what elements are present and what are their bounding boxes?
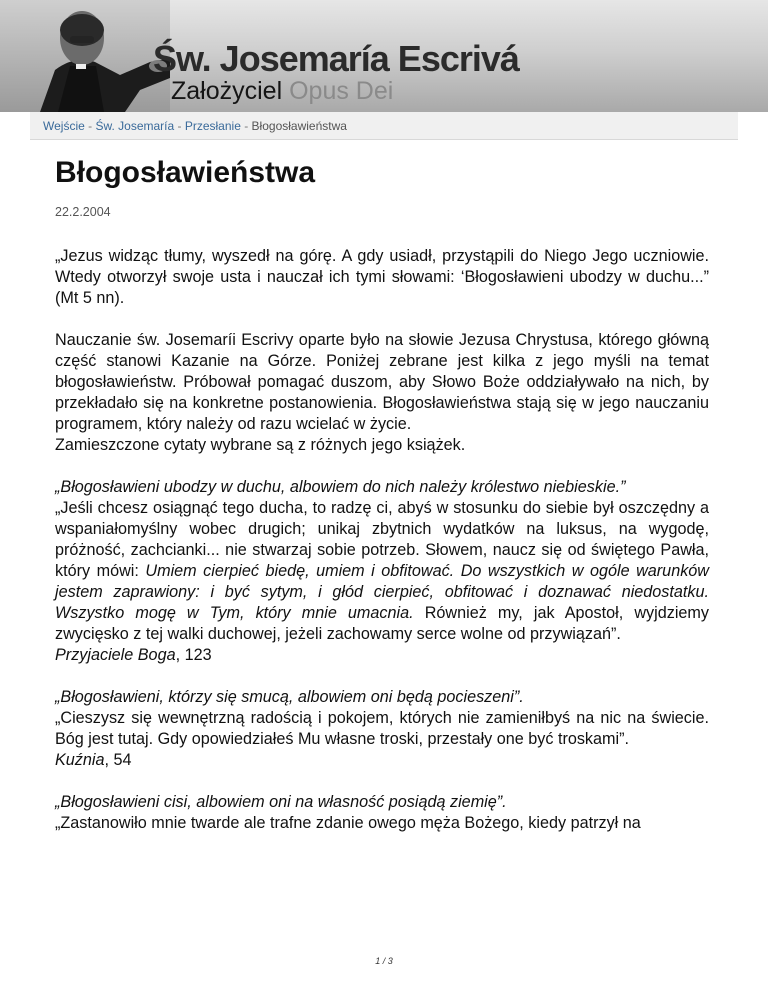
breadcrumb-link-message[interactable]: Przesłanie — [184, 119, 241, 133]
quote-2-source-num: , 54 — [104, 751, 132, 769]
publish-date: 22.2.2004 — [55, 205, 111, 219]
quote-3-text: „Zastanowiło mnie twarde ale trafne zdanie owego męża Bożego, kiedy patrzył na — [55, 814, 641, 832]
site-header — [0, 0, 768, 112]
breadcrumb-separator: - — [174, 119, 185, 133]
subtitle-founder: Założyciel — [171, 77, 283, 105]
teaching-paragraph — [55, 330, 709, 456]
quote-1-source-num: , 123 — [175, 646, 212, 664]
breadcrumb-separator: - — [240, 119, 252, 133]
page-number: 1 / 3 — [375, 956, 393, 966]
quote-block-3 — [55, 792, 709, 834]
breadcrumb-separator: - — [84, 119, 96, 133]
breadcrumb-current: Błogosławieństwa — [251, 119, 347, 133]
beatitude-3: „Błogosławieni cisi, albowiem oni na własność posiądą ziemię”. — [55, 793, 507, 811]
beatitude-1: „Błogosławieni ubodzy w duchu, albowiem do nich należy królestwo niebieskie.” — [55, 478, 626, 496]
article-body — [55, 246, 709, 855]
site-title: Św. Josemaría Escrivá — [153, 38, 519, 79]
breadcrumb-link-josemaria[interactable]: Św. Josemaría — [95, 119, 175, 133]
quote-block-2 — [55, 687, 709, 771]
site-subtitle — [171, 77, 393, 106]
beatitude-2: „Błogosławieni, którzy się smucą, albowiem oni będą pocieszeni”. — [55, 688, 524, 706]
quote-1-scripture: Umiem cierpieć biedę, umiem i obfitować. Do wszystkich w ogóle warunków jestem zaprawiony: i być sytym, i głód cierpieć, obfitować i doznawać niedostatku. Wszystko mogę w Tym, który mnie umacnia. — [55, 562, 709, 622]
quote-block-1 — [55, 477, 709, 666]
portrait-photo — [0, 0, 170, 112]
teaching-text: Nauczanie św. Josemaríi Escrivy oparte było na słowie Jezusa Chrystusa, którego główną część stanowi Kazanie na Górze. Poniżej zebrane jest kilka z jego myśli na temat błogosławieństw. Próbował pomagać duszom, aby Słowo Boże oddziaływało na nich, by przekładało się na konkretne postanowienia. Błogosławieństwa stają się w jego nauczaniu programem, który należy od razu wcielać w życie. — [55, 331, 709, 433]
quote-2-source-book: Kuźnia — [55, 751, 105, 769]
quote-1-source-book: Przyjaciele Boga — [55, 646, 176, 664]
page-title: Błogosławieństwa — [55, 156, 316, 189]
quote-1-text-c: Również my, jak Apostoł, wyjdziemy zwycięsko z tej walki duchowej, jeżeli zachowamy serce wolne od przywiązań”. — [55, 604, 709, 643]
breadcrumb-link-home[interactable]: Wejście — [43, 119, 85, 133]
quotes-note: Zamieszczone cytaty wybrane są z różnych jego książek. — [55, 436, 466, 454]
intro-paragraph: „Jezus widząc tłumy, wyszedł na górę. A gdy usiadł, przystąpili do Niego Jego uczniowie. Wtedy otworzył swoje usta i nauczał ich tymi słowami: ‘Błogosławieni ubodzy w duchu...” (Mt 5 nn). — [55, 247, 709, 307]
subtitle-opus-dei: Opus Dei — [282, 77, 394, 105]
quote-2-text: „Cieszysz się wewnętrzną radością i pokojem, których nie zamieniłbyś na nic na świecie. Bóg jest tutaj. Gdy opowiedziałeś Mu własne troski, przestały one być troskami”. — [55, 709, 709, 748]
breadcrumb — [30, 112, 738, 140]
quote-1-text-a: „Jeśli chcesz osiągnąć tego ducha, to radzę ci, abyś w stosunku do siebie był oszczędny a wspaniałomyślny wobec drugich; unikaj zbytnich wydatków na luksus, na wygodę, próżność, zachcianki... nie stwarzaj sobie potrzeb. Słowem, naucz się od świętego Pawła, który mówi: — [55, 499, 709, 580]
